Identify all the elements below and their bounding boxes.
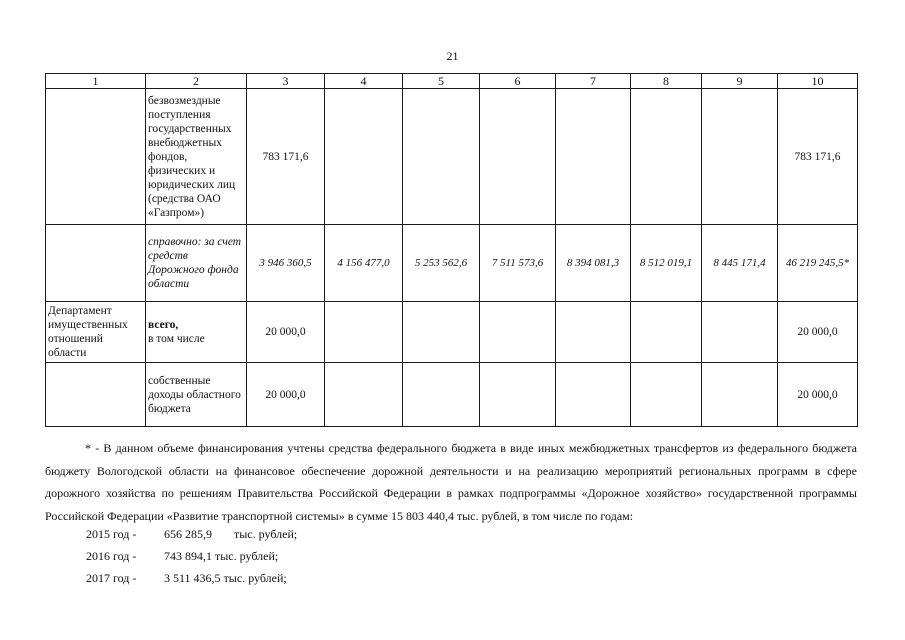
- table-row: [46, 302, 858, 363]
- value-cell: [556, 302, 631, 363]
- row-source-cell: безвозмездные поступления государственных внебюджетных фондов, физических и юридических лиц (средства ОАО «Газпром»): [146, 89, 247, 225]
- year-line: [86, 523, 297, 545]
- year-unit: тыс. рублей;: [234, 527, 298, 541]
- header-cell: 5: [403, 74, 480, 89]
- header-cell: 9: [702, 74, 778, 89]
- value-cell: 8 394 081,3: [556, 225, 631, 302]
- value-cell: 5 253 562,6: [403, 225, 480, 302]
- value-cell: 8 445 171,4: [702, 225, 778, 302]
- header-cell: 8: [631, 74, 702, 89]
- total-cell: 783 171,6: [778, 89, 858, 225]
- total-cell: 46 219 245,5*: [778, 225, 858, 302]
- year-amount: 743 894,1: [164, 549, 212, 563]
- budget-table: [45, 73, 858, 427]
- table-row: [46, 363, 858, 427]
- value-cell: 4 156 477,0: [325, 225, 403, 302]
- year-amount: 656 285,9: [164, 527, 212, 541]
- value-cell: 20 000,0: [247, 302, 325, 363]
- table-row: [46, 89, 858, 225]
- year-amount: 3 511 436,5: [164, 571, 221, 585]
- row-source-cell: [146, 302, 247, 363]
- value-cell: [325, 89, 403, 225]
- value-cell: 20 000,0: [247, 363, 325, 427]
- value-cell: [556, 89, 631, 225]
- value-cell: [403, 363, 480, 427]
- value-cell: [631, 363, 702, 427]
- header-cell: 4: [325, 74, 403, 89]
- page-number: 21: [446, 49, 459, 63]
- row-source-rest: в том числе: [148, 333, 205, 345]
- row-executor-cell: [46, 225, 146, 302]
- row-executor-cell: Департамент имущественных отношений области: [46, 302, 146, 363]
- header-cell: 3: [247, 74, 325, 89]
- row-source-cell: справочно: за счет средств Дорожного фонда области: [146, 225, 247, 302]
- year-unit: тыс. рублей;: [215, 549, 279, 563]
- value-cell: [480, 302, 556, 363]
- row-executor-cell: [46, 363, 146, 427]
- value-cell: 7 511 573,6: [480, 225, 556, 302]
- value-cell: [702, 302, 778, 363]
- header-cell: 7: [556, 74, 631, 89]
- year-breakdown: [86, 523, 297, 589]
- year-label: 2017 год -: [86, 571, 137, 585]
- header-cell: 6: [480, 74, 556, 89]
- value-cell: 783 171,6: [247, 89, 325, 225]
- row-source-cell: собственные доходы областного бюджета: [146, 363, 247, 427]
- value-cell: 8 512 019,1: [631, 225, 702, 302]
- year-label: 2015 год -: [86, 527, 137, 541]
- year-line: [86, 567, 297, 589]
- total-cell: 20 000,0: [778, 302, 858, 363]
- row-source-bold: всего,: [148, 319, 179, 331]
- value-cell: [702, 89, 778, 225]
- value-cell: [403, 302, 480, 363]
- header-cell: 2: [146, 74, 247, 89]
- value-cell: 3 946 360,5: [247, 225, 325, 302]
- value-cell: [325, 363, 403, 427]
- total-cell: 20 000,0: [778, 363, 858, 427]
- footnote: [45, 437, 857, 527]
- value-cell: [480, 89, 556, 225]
- row-executor-cell: [46, 89, 146, 225]
- value-cell: [403, 89, 480, 225]
- value-cell: [480, 363, 556, 427]
- value-cell: [702, 363, 778, 427]
- value-cell: [556, 363, 631, 427]
- table-header-row: [46, 74, 858, 89]
- header-cell: 10: [778, 74, 858, 89]
- value-cell: [631, 302, 702, 363]
- value-cell: [631, 89, 702, 225]
- table-row: [46, 225, 858, 302]
- value-cell: [325, 302, 403, 363]
- year-label: 2016 год -: [86, 549, 137, 563]
- year-unit: тыс. рублей;: [223, 571, 287, 585]
- footnote-text: * - В данном объеме финансирования учтены средства федерального бюджета в виде иных межбюджетных трансфертов из федерального бюджета бюджету Вологодской области на финансовое обеспечение дорожной деятельности и на реализацию мероприятий региональных программ в сфере дорожного хозяйства по решениям Правительства Российской Федерации в рамках подпрограммы «Дорожное хозяйство» государственной программы Российской Федерации «Развитие транспортной системы» в сумме 15 803 440,4 тыс. рублей, в том числе по годам:: [45, 441, 857, 523]
- year-line: [86, 545, 297, 567]
- header-cell: 1: [46, 74, 146, 89]
